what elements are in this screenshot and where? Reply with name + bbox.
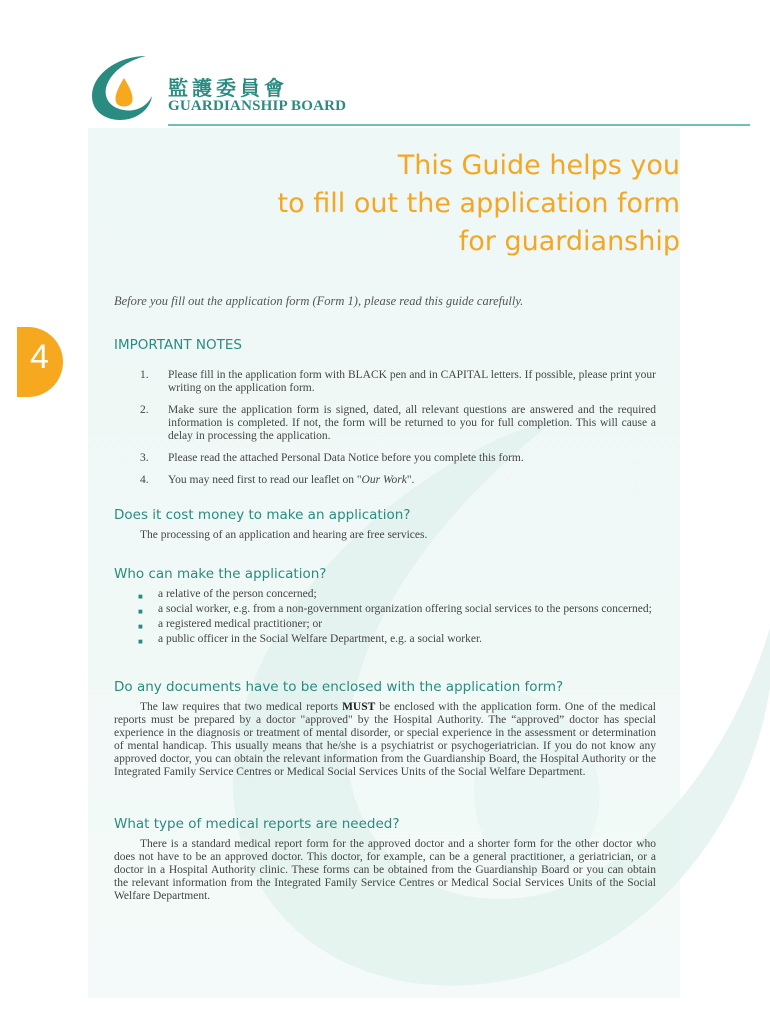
reports-text: There is a standard medical report form for the approved doctor and a shorter form for the other doctor who does not have to be an approved doctor. This doctor, for example, can be a general practitioner, a geriatrician, or a doctor in a Hospital Authority clinic. These forms can be obtained from the Guardianship Board or you can obtain the relevant information from the Integrated Family Service Centres or Medical Social Services Units of the Social Welfare Department.: [114, 838, 656, 902]
guardianship-board-logo-icon: [88, 50, 160, 122]
bullet-icon: ■: [138, 607, 143, 616]
bullet-icon: ■: [138, 592, 143, 601]
list-item: [114, 369, 656, 395]
list-item-text: a relative of the person concerned;: [158, 588, 317, 600]
documents-text: [114, 701, 656, 779]
title-line: for guardianship: [458, 226, 680, 257]
list-item-number: 1.: [140, 369, 149, 381]
page-number: 4: [30, 338, 49, 376]
list-item-number: 3.: [140, 452, 149, 464]
list-item-text: a public officer in the Social Welfare Department, e.g. a social worker.: [158, 633, 483, 645]
title-line: This Guide helps you: [397, 150, 680, 181]
list-item-number: 2.: [140, 404, 149, 416]
list-item-number: 4.: [140, 474, 149, 486]
org-name-chinese: 監護委員會: [168, 76, 288, 100]
important-notes-list: [114, 369, 656, 487]
title-line: to fill out the application form: [277, 188, 680, 219]
list-item-text: Please read the attached Personal Data Notice before you complete this form.: [168, 452, 524, 464]
documents-heading: Do any documents have to be enclosed with the application form?: [114, 679, 564, 695]
important-notes-heading: IMPORTANT NOTES: [114, 337, 242, 353]
who-list: [138, 588, 656, 648]
list-item: [138, 633, 656, 648]
list-item: [114, 474, 656, 487]
cost-heading: Does it cost money to make an application?: [114, 507, 411, 523]
emphasis-must: MUST: [342, 701, 376, 713]
documents-text-part: The law requires that two medical reports: [140, 701, 343, 713]
leaflet-title: Our Work: [361, 474, 407, 486]
list-item: [114, 452, 656, 465]
list-item: [138, 588, 656, 603]
list-item-text: [168, 474, 656, 487]
list-item-text: Make sure the application form is signed, dated, all relevant questions are answered and the required information is completed. If not, the form will be returned to you for full completion. This will cause a delay in processing the application.: [168, 404, 656, 442]
list-item-text: a registered medical practitioner; or: [158, 618, 323, 630]
reports-heading: What type of medical reports are needed?: [114, 816, 400, 832]
list-item-text: a social worker, e.g. from a non-government organization offering social services to the persons concerned;: [158, 603, 652, 615]
intro-text: Before you fill out the application form (Form 1), please read this guide carefully.: [114, 294, 524, 308]
list-item-text-part: ".: [406, 474, 415, 486]
list-item: [114, 404, 656, 443]
list-item-text-part: You may need first to read our leaflet on ": [168, 474, 362, 486]
list-item-text: Please fill in the application form with BLACK pen and in CAPITAL letters. If possible, please print your writing on the application form.: [168, 369, 656, 394]
list-item: [138, 618, 656, 633]
cost-text: The processing of an application and hearing are free services.: [140, 529, 428, 541]
documents-text-part: be enclosed with the application form. One of the medical reports must be prepared by a doctor "approved" by the Hospital Authority. The “approved” doctor has special experience in the diagnosis or treatment of mental disorder, or special experience in the assessment or determination of mental handicap. This usually means that he/she is a psychiatrist or psychogeriatrician. If you do not know any approved doctor, you can obtain the relevant information from the Guardianship Board, the Hospital Authority or the Integrated Family Service Centres or Medical Social Services Units of the Social Welfare Department.: [114, 701, 656, 778]
bullet-icon: ■: [138, 622, 143, 631]
bullet-icon: ■: [138, 637, 143, 646]
list-item: [138, 603, 656, 618]
page-title: [278, 147, 680, 261]
org-name-english: GUARDIANSHIP BOARD: [168, 98, 347, 114]
header-divider: [168, 124, 750, 126]
who-heading: Who can make the application?: [114, 566, 327, 582]
